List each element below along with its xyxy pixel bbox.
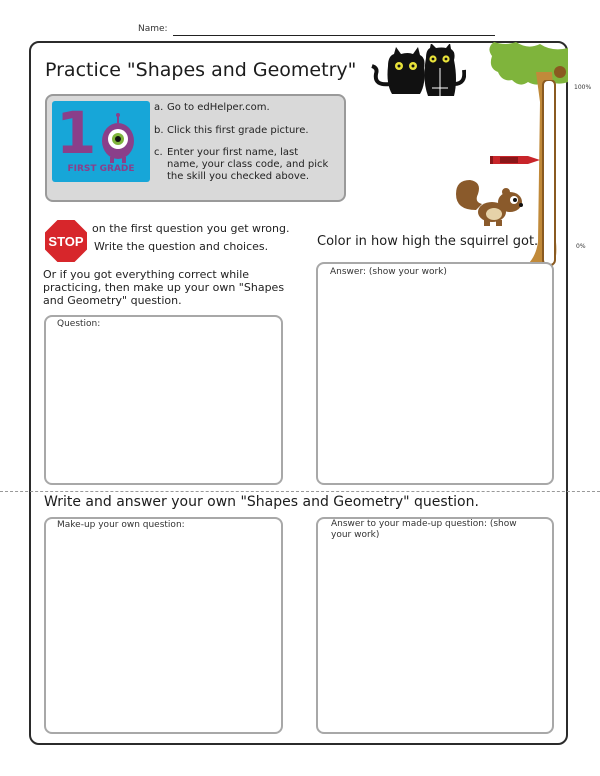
step-b-text: Click this first grade picture. [167, 125, 309, 136]
page-title: Practice "Shapes and Geometry" [45, 59, 357, 81]
answer-box[interactable] [316, 262, 554, 485]
step-a [154, 102, 270, 114]
cats-illustration [368, 44, 466, 100]
makeup-question-label: Make-up your own question: [57, 520, 185, 530]
question-box[interactable] [44, 315, 283, 485]
badge-number: 1 [56, 101, 97, 167]
step-c-text: Enter your first name, last name, your class code, and pick the skill you checked above. [167, 147, 329, 182]
step-b [154, 125, 309, 137]
badge-caption: FIRST GRADE [67, 164, 135, 174]
step-b-letter: b. [154, 125, 164, 136]
stop-instruction-line1: on the first question you get wrong. [92, 222, 290, 235]
thermometer-bottom-label: 0% [576, 243, 586, 250]
color-in-instruction: Color in how high the squirrel got. [317, 234, 539, 249]
step-c-letter: c. [154, 147, 163, 158]
first-grade-badge[interactable] [52, 101, 150, 182]
stop-sign-text: STOP [48, 234, 84, 249]
step-a-text: Go to edHelper.com. [167, 102, 270, 113]
dashed-divider [0, 491, 600, 492]
answer-box-label: Answer: (show your work) [330, 267, 447, 277]
name-line[interactable] [173, 35, 495, 36]
write-heading: Write and answer your own "Shapes and Geometry" question. [44, 494, 479, 510]
step-a-letter: a. [154, 102, 164, 113]
squirrel-illustration [454, 176, 534, 228]
step-c [154, 147, 334, 183]
monster-icon [96, 113, 140, 163]
stop-instruction-line2: Write the question and choices. [94, 240, 269, 253]
alternate-instruction: Or if you got everything correct while practicing, then make up your own "Shapes and Geometry" question. [43, 268, 285, 307]
crayon-icon [490, 154, 542, 166]
makeup-question-box[interactable] [44, 517, 283, 734]
stop-sign-icon [42, 217, 90, 265]
thermometer-top-label: 100% [574, 84, 592, 91]
question-box-label: Question: [57, 319, 101, 329]
name-label: Name: [138, 24, 168, 34]
thermometer[interactable] [541, 80, 557, 265]
makeup-answer-label: Answer to your made-up question: (show your work) [331, 519, 517, 540]
makeup-answer-box[interactable] [316, 517, 554, 734]
